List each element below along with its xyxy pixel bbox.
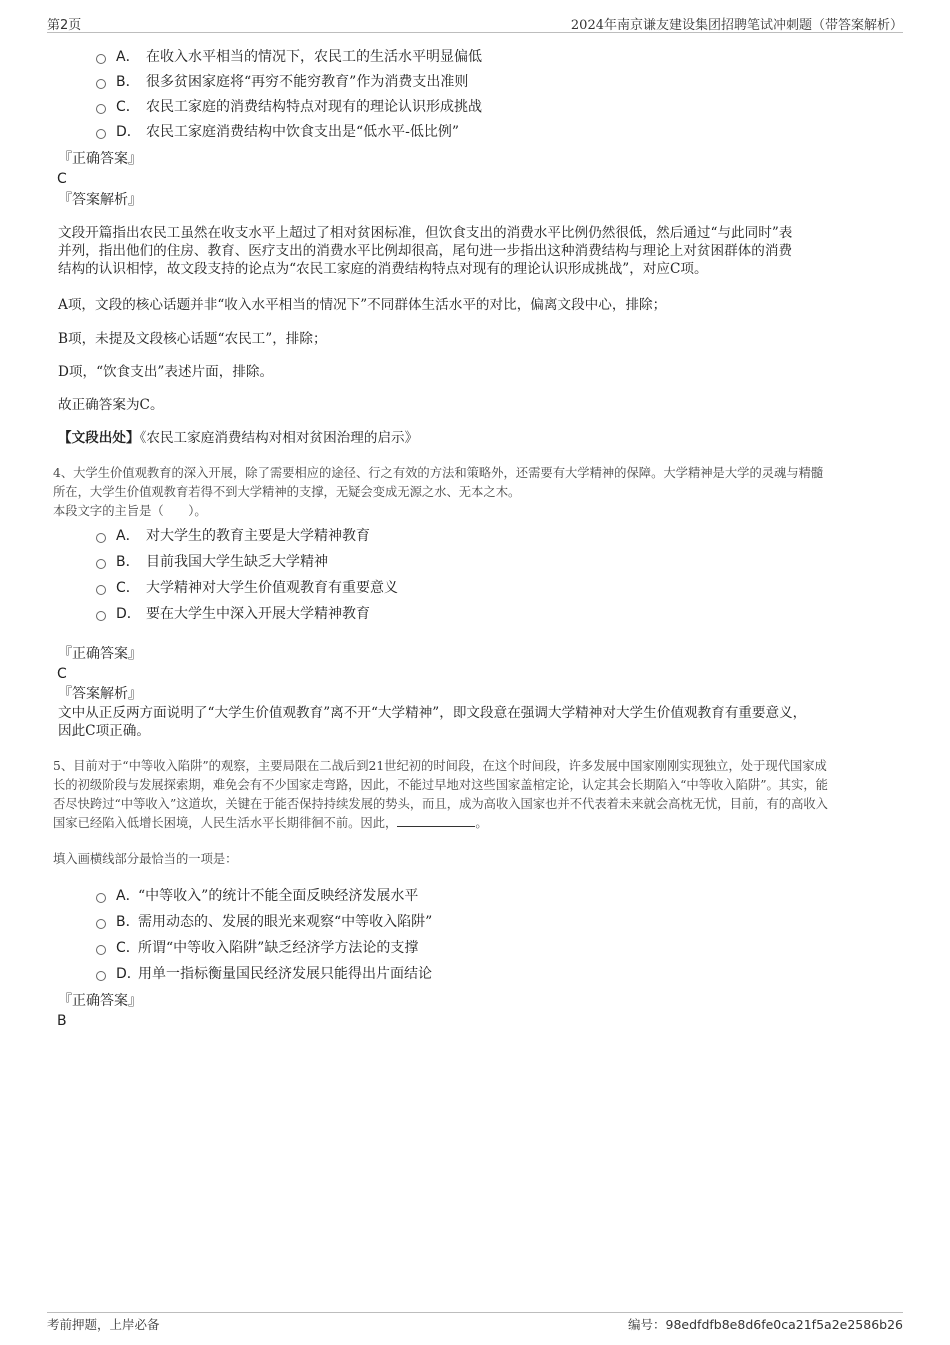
- radio-icon[interactable]: [96, 919, 106, 929]
- radio-icon[interactable]: [96, 893, 106, 903]
- option-text: 对大学生的教育主要是大学精神教育: [146, 528, 370, 544]
- stem-line: [53, 814, 898, 833]
- option-letter: B．: [116, 554, 140, 570]
- page-number: 第2页: [47, 18, 82, 33]
- radio-icon[interactable]: [96, 129, 106, 139]
- option-letter: C．: [116, 940, 140, 956]
- option-text: 需用动态的、发展的眼光来观察“中等收入陷阱”: [138, 914, 433, 930]
- code-value: 98edfdfb8e8d6fe0ca21f5a2e2586b26: [665, 1317, 903, 1332]
- radio-icon[interactable]: [96, 971, 106, 981]
- q3-option-d[interactable]: [96, 122, 459, 142]
- option-text: 农民工家庭的消费结构特点对现有的理论认识形成挑战: [146, 99, 482, 115]
- radio-icon[interactable]: [96, 54, 106, 64]
- q5-prompt: 填入画横线部分最恰当的一项是：: [53, 852, 238, 866]
- q3-analysis-line: 结构的认识相悖，故文段支持的论点为“农民工家庭的消费结构特点对现有的理论认识形成挑战”，对应C项。: [58, 261, 708, 277]
- option-text: 所谓“中等收入陷阱”缺乏经济学方法论的支撑: [138, 940, 419, 956]
- q4-analysis-line: 文中从正反两方面说明了“大学生价值观教育”离不开“大学精神”，即文段意在强调大学精神对大学生价值观教育有重要意义，: [58, 705, 807, 721]
- code-label: 编号：: [628, 1317, 666, 1332]
- q3-note-d: D项，“饮食支出”表述片面，排除。: [58, 364, 274, 380]
- option-letter: B．: [116, 914, 140, 930]
- radio-icon[interactable]: [96, 533, 106, 543]
- q5-option-b[interactable]: [96, 912, 432, 932]
- q4-option-c[interactable]: [96, 578, 398, 598]
- radio-icon[interactable]: [96, 611, 106, 621]
- option-letter: B．: [116, 74, 140, 90]
- q4-analysis-line: 因此C项正确。: [58, 723, 150, 739]
- stem-line: 所在，大学生价值观教育若得不到大学精神的支撑，无疑会变成无源之水、无本之木。: [53, 485, 521, 499]
- page-footer: [47, 1312, 903, 1333]
- q3-analysis-line: 文段开篇指出农民工虽然在收支水平上超过了相对贫困标准，但饮食支出的消费水平比例仍然很低，然后通过“与此同时”表: [58, 225, 793, 241]
- document-title: 2024年南京谦友建设集团招聘笔试冲刺题（带答案解析）: [570, 18, 903, 33]
- stem-line: 长的初级阶段与发展探索期，难免会有不少国家走弯路，因此，不能过早地对这些国家盖棺定论，认定其会长期陷入“中等收入陷阱”。其实，能: [53, 778, 828, 792]
- option-text: 很多贫困家庭将“再穷不能穷教育”作为消费支出准则: [146, 74, 469, 90]
- radio-icon[interactable]: [96, 585, 106, 595]
- option-letter: C．: [116, 580, 140, 596]
- option-text: 用单一指标衡量国民经济发展只能得出片面结论: [138, 966, 432, 982]
- q3-analysis-label: 『答案解析』: [58, 192, 142, 208]
- q3-conclusion: 故正确答案为C。: [58, 397, 164, 413]
- source-label: 【文段出处】: [58, 430, 140, 446]
- q3-source: [58, 429, 418, 447]
- stem-end: 。: [475, 816, 488, 830]
- q4-option-d[interactable]: [96, 604, 370, 624]
- q3-answer-label: 『正确答案』: [58, 151, 142, 167]
- option-text: 目前我国大学生缺乏大学精神: [146, 554, 328, 570]
- q3-note-a: A项，文段的核心话题并非“收入水平相当的情况下”不同群体生活水平的对比，偏离文段中心，排除；: [58, 297, 667, 313]
- option-letter: A．: [116, 528, 140, 544]
- stem-line: 本段文字的主旨是（ ）。: [53, 504, 207, 518]
- q3-analysis-line: 并列，指出他们的住房、教育、医疗支出的消费水平比例却很高，尾句进一步指出这种消费结构与理论上对贫困群体的消费: [58, 243, 793, 259]
- stem-line-text: 国家已经陷入低增长困境，人民生活水平长期徘徊不前。因此，: [53, 816, 398, 830]
- q4-stem: [53, 464, 898, 521]
- radio-icon[interactable]: [96, 104, 106, 114]
- radio-icon[interactable]: [96, 559, 106, 569]
- footer-slogan: 考前押题，上岸必备: [47, 1317, 160, 1332]
- option-letter: D．: [116, 124, 141, 140]
- page-header: [47, 14, 903, 33]
- option-letter: D．: [116, 606, 141, 622]
- q5-stem: [53, 757, 898, 833]
- document-code: [628, 1315, 903, 1333]
- q3-option-c[interactable]: [96, 97, 482, 117]
- q5-answer-label: 『正确答案』: [58, 993, 142, 1009]
- option-letter: D．: [116, 966, 141, 982]
- fill-in-blank: [397, 814, 475, 827]
- option-letter: A．: [116, 888, 140, 904]
- q4-answer-label: 『正确答案』: [58, 646, 142, 662]
- q4-option-b[interactable]: [96, 552, 328, 572]
- q4-option-a[interactable]: [96, 526, 370, 546]
- option-text: 在收入水平相当的情况下，农民工的生活水平明显偏低: [146, 49, 482, 65]
- option-text: 要在大学生中深入开展大学精神教育: [146, 606, 370, 622]
- stem-line: 5、目前对于“中等收入陷阱”的观察，主要局限在二战后到21世纪初的时间段，在这个时间段，许多发展中国家刚刚实现独立，处于现代国家成: [53, 759, 827, 773]
- option-text: 大学精神对大学生价值观教育有重要意义: [146, 580, 398, 596]
- q5-option-a[interactable]: [96, 886, 418, 906]
- q3-answer: C: [57, 171, 67, 187]
- option-letter: A．: [116, 49, 140, 65]
- q3-option-a[interactable]: [96, 47, 482, 67]
- source-text: 《农民工家庭消费结构对相对贫困治理的启示》: [139, 430, 419, 446]
- radio-icon[interactable]: [96, 79, 106, 89]
- q3-note-b: B项，未提及文段核心话题“农民工”，排除；: [58, 331, 327, 347]
- option-text: 农民工家庭消费结构中饮食支出是“低水平-低比例”: [146, 124, 460, 140]
- q4-analysis-label: 『答案解析』: [58, 686, 142, 702]
- q4-answer: C: [57, 666, 67, 682]
- q5-option-d[interactable]: [96, 964, 432, 984]
- q3-option-b[interactable]: [96, 72, 468, 92]
- q5-answer: B: [57, 1013, 67, 1029]
- option-text: “中等收入”的统计不能全面反映经济发展水平: [138, 888, 419, 904]
- q5-option-c[interactable]: [96, 938, 418, 958]
- stem-line: 否尽快跨过“中等收入”这道坎，关键在于能否保持持续发展的势头，而且，成为高收入国家也并不代表着未来就会高枕无忧，目前，有的高收入: [53, 797, 828, 811]
- option-letter: C．: [116, 99, 140, 115]
- radio-icon[interactable]: [96, 945, 106, 955]
- stem-line: 4、大学生价值观教育的深入开展，除了需要相应的途径、行之有效的方法和策略外，还需要有大学精神的保障。大学精神是大学的灵魂与精髓: [53, 466, 824, 480]
